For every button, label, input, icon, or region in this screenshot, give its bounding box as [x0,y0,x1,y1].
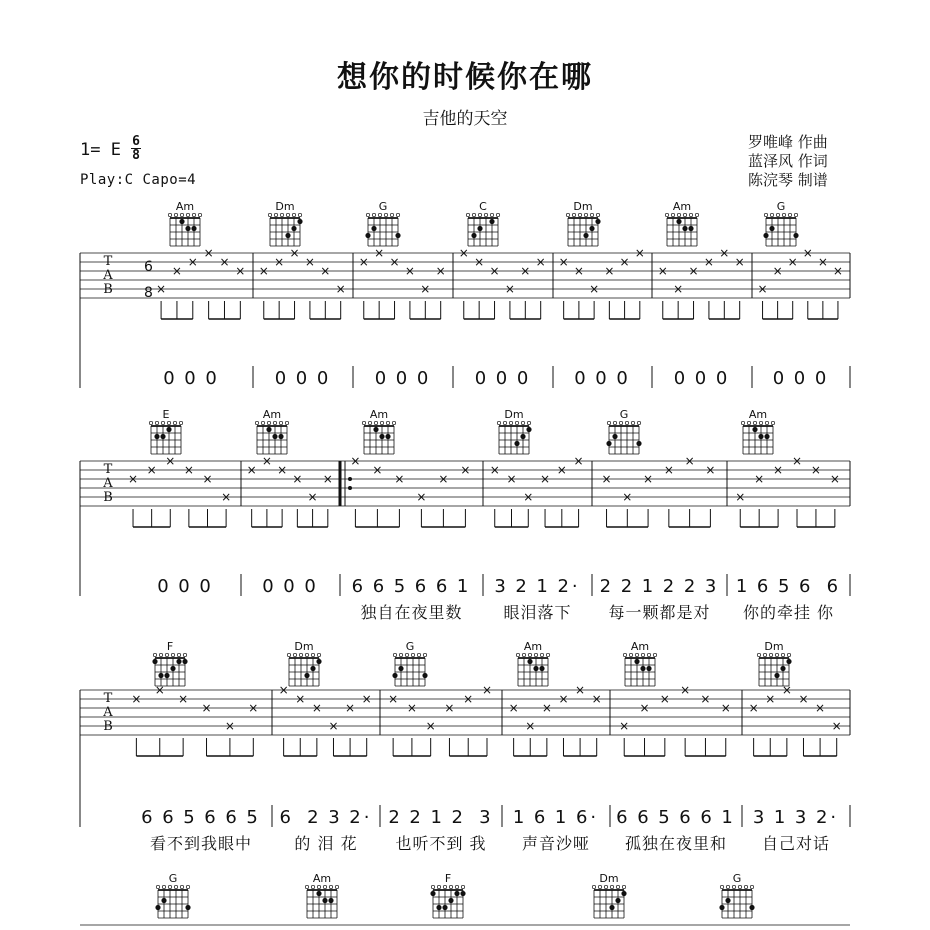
tab-letter: T [103,691,113,706]
tab-mark: × [773,463,784,477]
tab-letter: A [103,705,113,720]
chord-name: G [405,640,415,653]
tab-mark: × [127,472,139,486]
chord-name: G [732,872,742,885]
chord-name: Dm [573,200,593,213]
time-signature-bottom: 8 [132,148,140,163]
tab-mark: × [802,246,813,260]
chord-diagram [719,885,754,918]
chord-name: Am [369,408,389,421]
tab-mark: × [322,472,333,486]
tab-mark: × [146,463,157,477]
chord-name: Am [672,200,692,213]
chord-diagram [516,653,549,686]
tab-mark: × [258,264,269,278]
chord-diagram [566,213,600,246]
tab-mark: × [520,264,531,278]
tab-mark: × [558,692,569,706]
tab-mark: × [389,255,400,269]
tab-mark: × [815,701,826,715]
chord-diagram [392,653,427,686]
jianpu-notes: 6 6 5 6 6 5 [141,807,261,828]
jianpu-notes: 0 0 0 [274,368,332,389]
tab-mark: × [246,463,257,477]
tab-mark: × [183,463,194,477]
chord-name: Am [630,640,650,653]
tab-mark: × [604,264,615,278]
tab-mark: × [810,463,821,477]
lyric-line: 独自在夜里数 [360,603,463,622]
chord-diagram [365,213,400,246]
tab-mark: × [504,282,515,296]
chord-diagram [592,885,626,918]
tab-mark: × [523,490,534,504]
lyric-line: 每一颗都是对 [608,603,711,622]
tab-mark: × [261,454,272,468]
tab-mark: × [435,264,446,278]
tab-mark: × [754,472,765,486]
tab-mark: × [798,692,809,706]
jianpu-notes: 0 0 0 [374,368,432,389]
tab-mark: × [372,463,383,477]
tab-mark: × [187,255,198,269]
chord-diagram [362,421,395,454]
tab-mark: × [335,282,346,296]
tab-mark: × [201,701,212,715]
chord-diagram [466,213,499,246]
tab-mark: × [202,472,213,486]
tab-mark: × [361,692,372,706]
tab-mark: × [328,719,339,733]
lyric-line: 看不到我眼中 [149,834,253,853]
chord-name: E [162,408,170,421]
jianpu-notes: 0 0 0 [474,368,532,389]
tab-mark: × [765,692,776,706]
tab-letter: A [103,268,113,283]
tab-time-bottom: 8 [144,285,153,301]
tab-mark: × [558,255,569,269]
chord-diagram [168,213,201,246]
chord-name: Dm [294,640,314,653]
chord-diagram [741,421,774,454]
chord-diagram [763,213,798,246]
tab-mark: × [171,264,182,278]
tab-mark: × [295,692,306,706]
chord-diagram [606,421,641,454]
jianpu-notes: 6 2 3 2· [279,807,373,828]
chord-name: Dm [275,200,295,213]
time-signature-top: 6 [132,134,140,149]
tab-mark: × [573,454,584,468]
chord-diagram [305,885,338,918]
tab-mark: × [663,463,674,477]
tab-mark: × [350,454,361,468]
tab-mark: × [444,701,455,715]
tab-mark: × [203,246,214,260]
tab-mark: × [292,472,303,486]
chord-diagram [149,421,182,454]
chord-diagram [757,653,791,686]
jianpu-notes: 3 1 3 2· [752,807,840,828]
chord-name: Am [175,200,195,213]
credit-transcriber: 陈浣琴 制谱 [748,171,828,189]
jianpu-notes: 2 2 1 2 3 [388,807,494,828]
tab-mark: × [154,683,165,697]
tab-mark: × [438,472,449,486]
tab-mark: × [720,701,731,715]
tab-mark: × [156,282,167,296]
tab-mark: × [345,701,356,715]
repeat-dot [348,477,352,481]
chord-name: C [479,200,487,213]
tab-mark: × [575,683,586,697]
chord-diagram [255,421,288,454]
tab-mark: × [639,701,650,715]
chord-name: Am [262,408,282,421]
tab-mark: × [832,264,843,278]
chord-diagram [268,213,302,246]
tab-mark: × [388,692,399,706]
tab-mark: × [619,719,630,733]
chord-name: G [168,872,178,885]
tab-mark: × [643,472,654,486]
lyric-line: 眼泪落下 [503,603,572,622]
tab-mark: × [458,246,469,260]
tab-mark: × [248,701,259,715]
jianpu-notes: 6 6 5 6 6 1 [616,807,736,828]
tab-mark: × [748,701,759,715]
tab-mark: × [508,701,519,715]
tab-mark: × [772,264,783,278]
tab-mark: × [307,490,318,504]
tab-mark: × [817,255,828,269]
tab-mark: × [634,246,645,260]
tab-mark: × [311,701,322,715]
tab-mark: × [165,454,176,468]
key-signature: 1= E [80,140,121,160]
tab-mark: × [535,255,546,269]
tab-mark: × [684,454,695,468]
tab-mark: × [474,255,485,269]
chord-diagram [430,885,465,918]
tab-mark: × [719,246,730,260]
tab-mark: × [178,692,189,706]
tab-mark: × [277,463,288,477]
chord-diagram [155,885,190,918]
jianpu-notes: 0 0 0 [772,368,830,389]
chord-name: Dm [764,640,784,653]
play-capo-info: Play:C Capo=4 [80,172,197,188]
tab-mark: × [622,490,633,504]
tab-mark: × [657,264,668,278]
lyric-line: 的 泪 花 [294,834,358,853]
tab-mark: × [460,463,471,477]
tab-mark: × [589,282,600,296]
tab-mark: × [829,472,840,486]
jianpu-notes: 3 2 1 2· [494,576,581,597]
tab-letter: T [103,254,113,269]
tab-mark: × [831,719,842,733]
credit-composer: 罗唯峰 作曲 [748,133,828,151]
lyric-line: 自己对话 [761,834,831,853]
tab-mark: × [406,701,417,715]
tab-mark: × [703,255,714,269]
tab-mark: × [787,255,798,269]
tab-mark: × [463,692,474,706]
jianpu-notes: 0 0 0 [163,368,220,389]
tab-mark: × [278,683,289,697]
chord-name: G [378,200,388,213]
chord-diagram [665,213,698,246]
tab-mark: × [673,282,684,296]
lyric-line: 你的牵挂 你 [742,603,835,622]
tab-letter: A [103,476,113,491]
chord-name: F [166,640,174,653]
chord-diagram [623,653,656,686]
jianpu-notes: 6 6 5 6 6 1 [351,576,472,597]
tab-mark: × [219,255,230,269]
credit-lyricist: 蓝泽风 作词 [748,152,828,170]
song-title: 想你的时候你在哪 [337,60,593,95]
tab-mark: × [735,490,746,504]
chord-name: G [776,200,786,213]
chord-diagram [497,421,531,454]
tab-time-top: 6 [144,259,153,275]
tab-mark: × [591,692,602,706]
tab-mark: × [489,463,500,477]
tab-mark: × [619,255,630,269]
tab-mark: × [304,255,315,269]
song-subtitle: 吉他的天空 [422,109,508,129]
tab-mark: × [506,472,517,486]
jianpu-notes: 1 6 5 6 6 [735,576,842,597]
tab-letter: B [103,719,113,734]
jianpu-notes: 0 0 0 [574,368,631,389]
tab-mark: × [700,692,711,706]
repeat-dot [348,486,352,490]
tab-mark: × [540,472,551,486]
tab-mark: × [556,463,567,477]
lyric-line: 孤独在夜里和 [624,834,728,853]
tab-letter: B [103,490,113,505]
tab-mark: × [757,282,768,296]
tab-letter: B [103,282,113,297]
jianpu-notes: 0 0 0 [262,576,319,597]
tab-mark: × [374,246,385,260]
chord-diagram [152,653,187,686]
tab-mark: × [404,264,415,278]
chord-name: Dm [504,408,524,421]
tab-letter: T [103,462,113,477]
tab-mark: × [541,701,552,715]
chord-name: Am [312,872,332,885]
tab-mark: × [791,454,803,468]
tab-mark: × [781,683,792,697]
tab-mark: × [481,683,493,697]
tab-mark: × [235,264,246,278]
jianpu-notes: 2 2 1 2 2 3 [599,576,720,597]
jianpu-notes: 0 0 0 [157,576,214,597]
tab-mark: × [131,692,142,706]
tab-mark: × [274,255,285,269]
tab-mark: × [573,264,584,278]
tab-mark: × [525,719,536,733]
tab-mark: × [416,490,427,504]
chord-name: Am [748,408,768,421]
tab-mark: × [289,246,300,260]
tab-mark: × [688,264,699,278]
tab-mark: × [224,719,235,733]
tab-mark: × [394,472,405,486]
chord-name: G [619,408,629,421]
tab-mark: × [680,683,691,697]
tab-mark: × [659,692,670,706]
tab-mark: × [705,463,716,477]
tab-mark: × [601,472,612,486]
lyric-line: 也听不到 我 [395,834,487,853]
chord-name: F [444,872,452,885]
chord-name: Am [523,640,543,653]
chord-name: Dm [599,872,619,885]
tab-mark: × [425,719,436,733]
tab-mark: × [221,490,232,504]
tab-mark: × [320,264,331,278]
tab-mark: × [358,255,369,269]
chord-diagram [287,653,321,686]
jianpu-notes: 0 0 0 [673,368,731,389]
lyric-line: 声音沙哑 [521,834,591,853]
jianpu-notes: 1 6 1 6· [512,807,600,828]
tab-mark: × [489,264,500,278]
tab-mark: × [420,282,431,296]
tab-mark: × [734,255,745,269]
